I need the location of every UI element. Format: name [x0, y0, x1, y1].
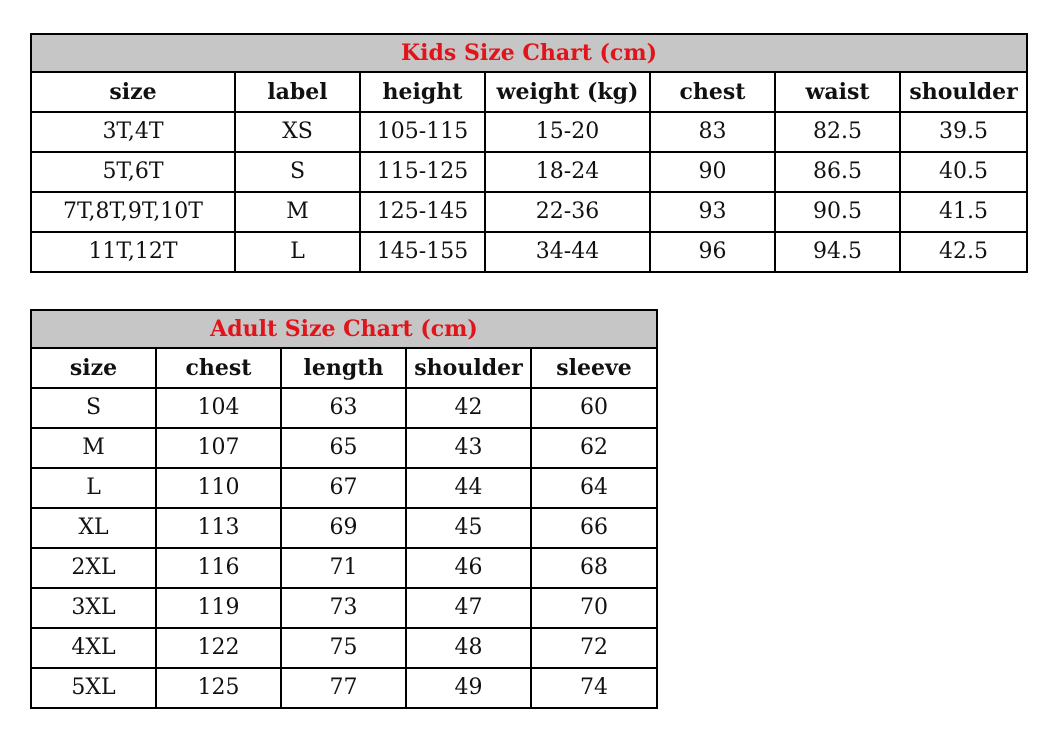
kids-size-chart-table — [30, 33, 1028, 273]
table-cell: S — [31, 388, 156, 428]
table-cell: 68 — [531, 548, 657, 588]
table-cell: XL — [31, 508, 156, 548]
table-cell: 75 — [281, 628, 406, 668]
table-cell: S — [235, 152, 360, 192]
table-cell: 122 — [156, 628, 281, 668]
table-cell: L — [31, 468, 156, 508]
table-cell: 107 — [156, 428, 281, 468]
table-row — [31, 152, 1027, 192]
adult-column-header: chest — [156, 348, 281, 388]
adult-column-header: sleeve — [531, 348, 657, 388]
table-cell: 49 — [406, 668, 531, 708]
adult-chart-title: Adult Size Chart (cm) — [31, 310, 657, 348]
table-cell: 69 — [281, 508, 406, 548]
kids-column-header: label — [235, 72, 360, 112]
table-row — [31, 628, 657, 668]
kids-column-header: shoulder — [900, 72, 1027, 112]
kids-column-header: weight (kg) — [485, 72, 650, 112]
table-cell: 145-155 — [360, 232, 485, 272]
kids-chart-title: Kids Size Chart (cm) — [31, 34, 1027, 72]
adult-header-row — [31, 348, 657, 388]
kids-title-row — [31, 34, 1027, 72]
table-cell: 65 — [281, 428, 406, 468]
table-cell: 113 — [156, 508, 281, 548]
adult-size-chart-table — [30, 309, 658, 709]
kids-column-header: chest — [650, 72, 775, 112]
table-cell: 115-125 — [360, 152, 485, 192]
table-cell: 90.5 — [775, 192, 900, 232]
table-cell: M — [235, 192, 360, 232]
table-cell: 72 — [531, 628, 657, 668]
table-cell: 64 — [531, 468, 657, 508]
table-cell: 96 — [650, 232, 775, 272]
table-cell: 70 — [531, 588, 657, 628]
adult-column-header: length — [281, 348, 406, 388]
table-cell: 125 — [156, 668, 281, 708]
table-cell: 41.5 — [900, 192, 1027, 232]
adult-title-row — [31, 310, 657, 348]
table-cell: 119 — [156, 588, 281, 628]
adult-column-header: size — [31, 348, 156, 388]
table-cell: 116 — [156, 548, 281, 588]
table-cell: 86.5 — [775, 152, 900, 192]
table-cell: 46 — [406, 548, 531, 588]
table-cell: 48 — [406, 628, 531, 668]
table-cell: 82.5 — [775, 112, 900, 152]
table-cell: XS — [235, 112, 360, 152]
table-cell: 18-24 — [485, 152, 650, 192]
table-cell: 5T,6T — [31, 152, 235, 192]
table-cell: 7T,8T,9T,10T — [31, 192, 235, 232]
table-row — [31, 468, 657, 508]
kids-header-row — [31, 72, 1027, 112]
table-cell: L — [235, 232, 360, 272]
table-cell: 63 — [281, 388, 406, 428]
table-cell: 60 — [531, 388, 657, 428]
table-row — [31, 668, 657, 708]
table-cell: 90 — [650, 152, 775, 192]
table-cell: 94.5 — [775, 232, 900, 272]
table-cell: 2XL — [31, 548, 156, 588]
table-cell: 43 — [406, 428, 531, 468]
table-cell: 66 — [531, 508, 657, 548]
table-cell: 62 — [531, 428, 657, 468]
table-row — [31, 588, 657, 628]
table-cell: 93 — [650, 192, 775, 232]
table-cell: 34-44 — [485, 232, 650, 272]
table-row — [31, 388, 657, 428]
table-cell: 39.5 — [900, 112, 1027, 152]
table-row — [31, 192, 1027, 232]
table-cell: 83 — [650, 112, 775, 152]
table-cell: 44 — [406, 468, 531, 508]
table-cell: 15-20 — [485, 112, 650, 152]
table-cell: 22-36 — [485, 192, 650, 232]
table-cell: 105-115 — [360, 112, 485, 152]
adult-column-header: shoulder — [406, 348, 531, 388]
table-cell: 110 — [156, 468, 281, 508]
table-cell: 125-145 — [360, 192, 485, 232]
table-cell: 42.5 — [900, 232, 1027, 272]
table-cell: M — [31, 428, 156, 468]
table-cell: 42 — [406, 388, 531, 428]
table-row — [31, 508, 657, 548]
table-row — [31, 232, 1027, 272]
table-cell: 67 — [281, 468, 406, 508]
kids-column-header: size — [31, 72, 235, 112]
table-cell: 77 — [281, 668, 406, 708]
table-cell: 11T,12T — [31, 232, 235, 272]
kids-column-header: waist — [775, 72, 900, 112]
table-cell: 5XL — [31, 668, 156, 708]
kids-column-header: height — [360, 72, 485, 112]
table-cell: 45 — [406, 508, 531, 548]
table-row — [31, 548, 657, 588]
table-cell: 73 — [281, 588, 406, 628]
table-row — [31, 428, 657, 468]
table-cell: 74 — [531, 668, 657, 708]
table-cell: 47 — [406, 588, 531, 628]
table-row — [31, 112, 1027, 152]
table-cell: 71 — [281, 548, 406, 588]
table-cell: 40.5 — [900, 152, 1027, 192]
table-cell: 4XL — [31, 628, 156, 668]
table-cell: 3XL — [31, 588, 156, 628]
table-cell: 3T,4T — [31, 112, 235, 152]
table-cell: 104 — [156, 388, 281, 428]
